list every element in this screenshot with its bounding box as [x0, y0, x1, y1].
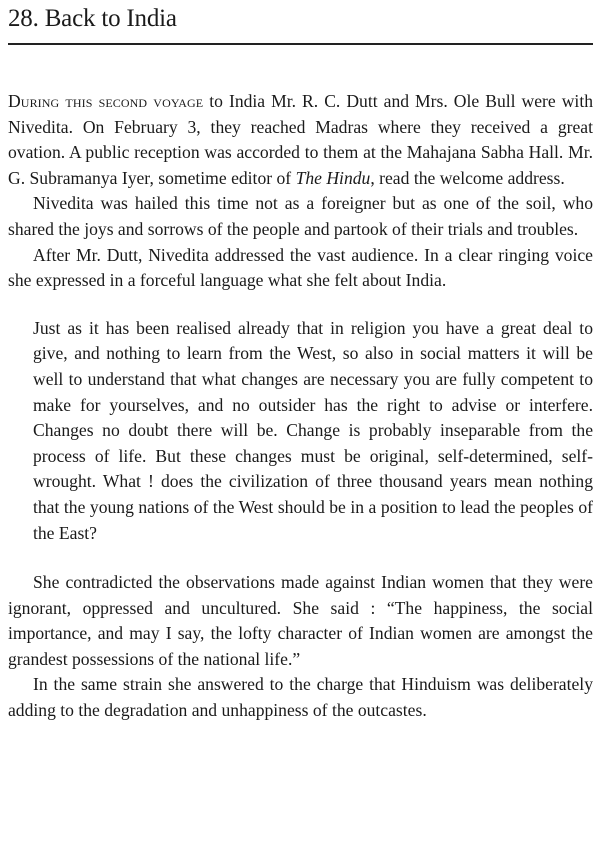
block-quote-text: Just as it has been realised already that in religion you have a great deal to give, and nothing to learn from the West, so also in social matters it will be well to understand that what changes are necessary you are fully competent to make for yourselves, and no outsider has the right to advise or interfere. Changes no doubt there will be. Change is probably inseparable from the process of life. But these changes must be original, self-determined, self-wrought. What ! does the civilization of three thousand years mean nothing that the young nations of the West should be in a position to lead the peoples of the East?	[33, 317, 593, 543]
paragraph-1-text-b: , read the welcome address.	[370, 167, 565, 188]
paragraph-1	[8, 89, 593, 191]
opening-small-caps: During this second voyage	[8, 91, 204, 111]
paragraph-5: In the same strain she answered to the charge that Hinduism was deliberately adding to the degradation and unhappiness of the outcastes.	[8, 674, 593, 721]
block-quote	[33, 316, 593, 546]
paragraph-1-text-a: to India Mr. R. C. Dutt and Mrs. Ole Bull were with Nivedita. On February 3, they reached Madras where they received a great ovation. A public reception was accorded to them at the Mahajana Sabha Hall. Mr. G. Subramanya Iyer, sometime editor of	[8, 91, 594, 188]
chapter-body	[8, 89, 593, 724]
title-rule	[8, 43, 593, 45]
chapter-title: 28. Back to India	[8, 5, 177, 32]
paragraph-2: Nivedita was hailed this time not as a foreigner but as one of the soil, who shared the joys and sorrows of the people and partook of their trials and troubles.	[8, 193, 593, 239]
paragraph-4: She contradicted the observations made against Indian women that they were ignorant, oppressed and uncultured. She said : “The happiness, the social importance, and may I say, the lofty character of Indian women are amongst the grandest possessions of the national life.”	[8, 572, 593, 669]
newspaper-title: The Hindu	[295, 167, 371, 188]
paragraph-3: After Mr. Dutt, Nivedita addressed the vast audience. In a clear ringing voice she expressed in a forceful language what she felt about India.	[8, 244, 593, 291]
